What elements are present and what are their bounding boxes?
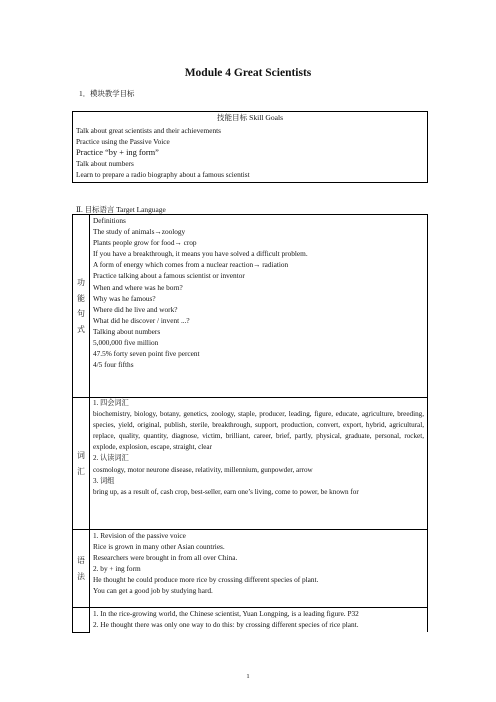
grammar-line: He thought he could produce more rice by crossing different species of plant.: [93, 575, 319, 585]
page-number: 1: [246, 673, 250, 680]
function-line: Why was he famous?: [93, 293, 156, 303]
sentence-line: 2. He thought there was only one way to do this: by crossing different species of rice plant.: [93, 620, 359, 630]
sentences-label: [73, 608, 90, 633]
sentences-content: [90, 608, 428, 633]
functions-label: 功 能 句 式: [73, 215, 90, 398]
functions-content: [90, 215, 428, 398]
skill-goals-list: [73, 124, 428, 183]
sentence-line: 1. In the rice-growing world, the Chinese scientist, Yuan Longping, is a leading figure. P32: [93, 609, 359, 618]
function-line: Plants people grow for food→ crop: [93, 238, 197, 248]
vocab-words-3: bring up, as a result of, cash crop, best-seller, earn one’s living, come to power, be known for: [93, 487, 359, 496]
grammar-line: 2. by + ing form: [93, 564, 141, 574]
skill-goals-header: 技能目标 Skill Goals: [73, 112, 428, 125]
vocab-heading-1: 1. 四会词汇: [93, 399, 129, 407]
vocabulary-content: [90, 398, 428, 530]
vocab-words-1: biochemistry, biology, botany, genetics, zoology, staple, producer, leading, figure, educate, agriculture, breeding, species, yield, original, publish, sterile, breakthrough, support, production, convert, export, hybrid, agricultural, replace, quality, quantity, diagnose, victim, brilliant, career, brief, partly, physical, graduate, personal, rocket, explode, explosion, escape, straight, clear: [93, 410, 424, 452]
skill-goal-item: Practice “by + ing form”: [76, 148, 159, 158]
grammar-line: Rice is grown in many other Asian countries.: [93, 542, 225, 552]
function-line: Definitions: [93, 216, 126, 225]
function-line: What did he discover / invent ...?: [93, 315, 190, 325]
document-title: Module 4 Great Scientists: [184, 67, 312, 79]
skill-goal-item: Practice using the Passive Voice: [76, 137, 170, 147]
function-line: Talking about numbers: [93, 326, 161, 336]
function-line: 4/5 four fifths: [93, 360, 134, 370]
vocabulary-label: 词 汇: [73, 398, 90, 530]
section-2-heading: Ⅱ. 目标语言 Target Language: [76, 205, 166, 214]
skill-goals-table: [72, 111, 428, 183]
skill-goal-item: Talk about numbers: [76, 159, 134, 169]
vocab-heading-3: 3. 词组: [93, 476, 115, 485]
vocab-heading-2: 2. 认读词汇: [93, 454, 129, 463]
function-line: A form of energy which comes from a nuclear reaction→ radiation: [93, 260, 289, 270]
function-line: 47.5% forty seven point five percent: [93, 349, 200, 359]
skill-goal-item: Learn to prepare a radio biography about a famous scientist: [76, 170, 250, 180]
function-line: Where did he live and work?: [93, 304, 178, 314]
skill-goal-item: Talk about great scientists and their achievements: [76, 126, 221, 135]
grammar-content: [90, 530, 428, 608]
vocab-words-2: cosmology, motor neurone disease, relativity, millennium, gunpowder, arrow: [93, 465, 313, 474]
function-line: 5,000,000 five million: [93, 338, 159, 348]
grammar-line: You can get a good job by studying hard.: [93, 586, 213, 596]
grammar-line: 1. Revision of the passive voice: [93, 531, 186, 540]
function-line: Practice talking about a famous scientist or inventor: [93, 271, 245, 281]
grammar-label: 语 法: [73, 530, 90, 608]
function-line: When and where was he born?: [93, 282, 183, 292]
grammar-line: Researchers were brought in from all over China.: [93, 553, 238, 563]
target-language-table: [72, 214, 428, 633]
function-line: The study of animals→zoology: [93, 227, 186, 237]
section-1-heading: 1．模块教学目标: [79, 89, 135, 98]
function-line: If you have a breakthrough, it means you have solved a difficult problem.: [93, 249, 308, 259]
